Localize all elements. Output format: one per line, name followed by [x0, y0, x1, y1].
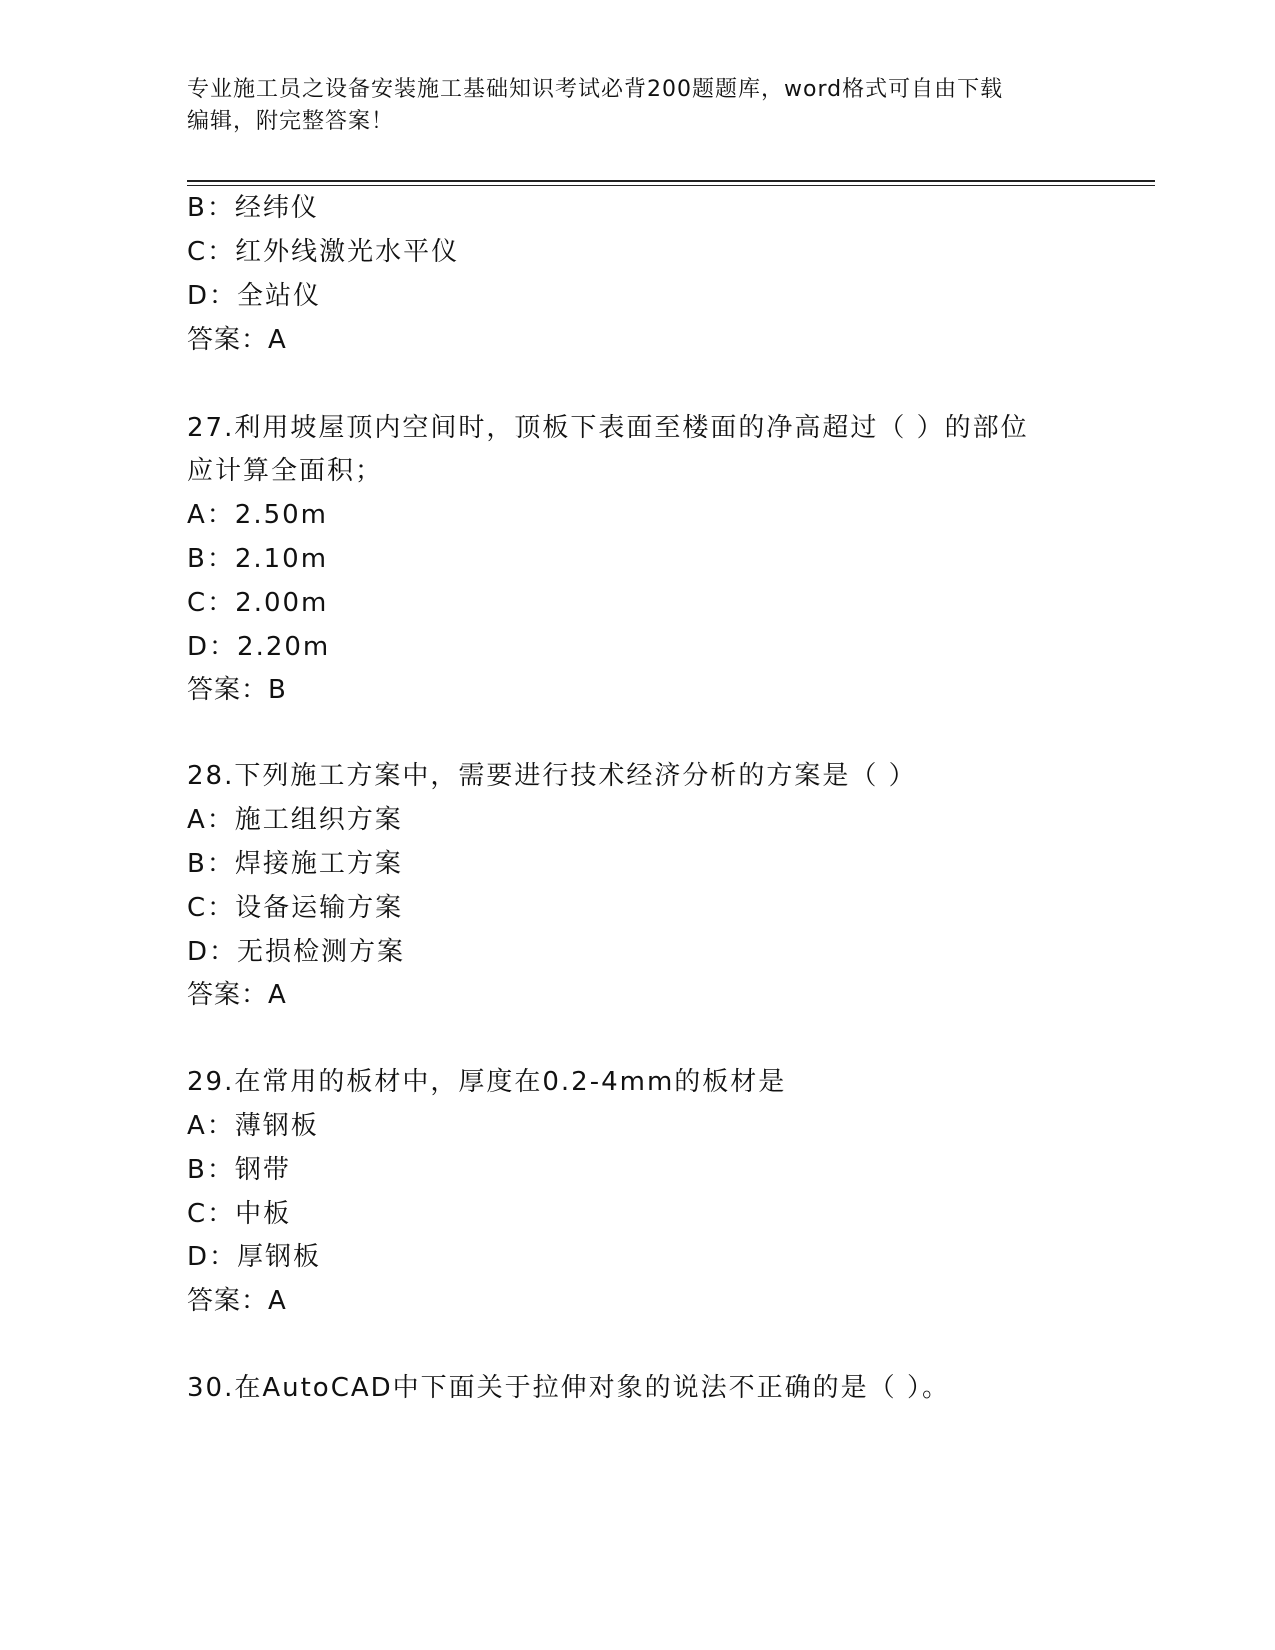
q30-stem: 30.在AutoCAD中下面关于拉伸对象的说法不正确的是（ ）。	[187, 1373, 950, 1403]
q26-answer: 答案：A	[187, 325, 287, 355]
q29-option-b: B：钢带	[187, 1155, 291, 1185]
q28-option-b: B：焊接施工方案	[187, 849, 403, 879]
q28-option-c: C：设备运输方案	[187, 893, 404, 923]
q27-option-d: D：2.20m	[187, 632, 331, 662]
q29-option-d: D：厚钢板	[187, 1242, 322, 1272]
q27-stem-line-1: 27.利用坡屋顶内空间时，顶板下表面至楼面的净高超过（ ）的部位	[187, 413, 1029, 443]
q28-option-d: D：无损检测方案	[187, 937, 406, 967]
header-divider-thick	[187, 180, 1155, 182]
header-line-1: 专业施工员之设备安装施工基础知识考试必背200题题库，word格式可自由下载	[187, 77, 1004, 102]
q28-answer: 答案：A	[187, 980, 287, 1010]
q28-option-a: A：施工组织方案	[187, 805, 403, 835]
q29-option-c: C：中板	[187, 1199, 292, 1229]
header-line-2: 编辑，附完整答案！	[187, 109, 395, 134]
header-divider-thin	[187, 185, 1155, 186]
q29-answer: 答案：A	[187, 1286, 287, 1316]
q27-option-b: B：2.10m	[187, 544, 329, 574]
q26-option-b: B：经纬仪	[187, 193, 319, 223]
q26-option-d: D：全站仪	[187, 281, 322, 311]
q27-option-c: C：2.00m	[187, 588, 329, 618]
q29-stem: 29.在常用的板材中，厚度在0.2-4mm的板材是	[187, 1067, 787, 1097]
q27-option-a: A：2.50m	[187, 500, 329, 530]
document-header	[187, 74, 1087, 138]
q27-answer: 答案：B	[187, 675, 287, 705]
q29-option-a: A：薄钢板	[187, 1111, 319, 1141]
q26-option-c: C：红外线激光水平仪	[187, 237, 460, 267]
q28-stem: 28.下列施工方案中，需要进行技术经济分析的方案是（ ）	[187, 761, 917, 791]
q27-stem-line-2: 应计算全面积；	[187, 456, 384, 486]
